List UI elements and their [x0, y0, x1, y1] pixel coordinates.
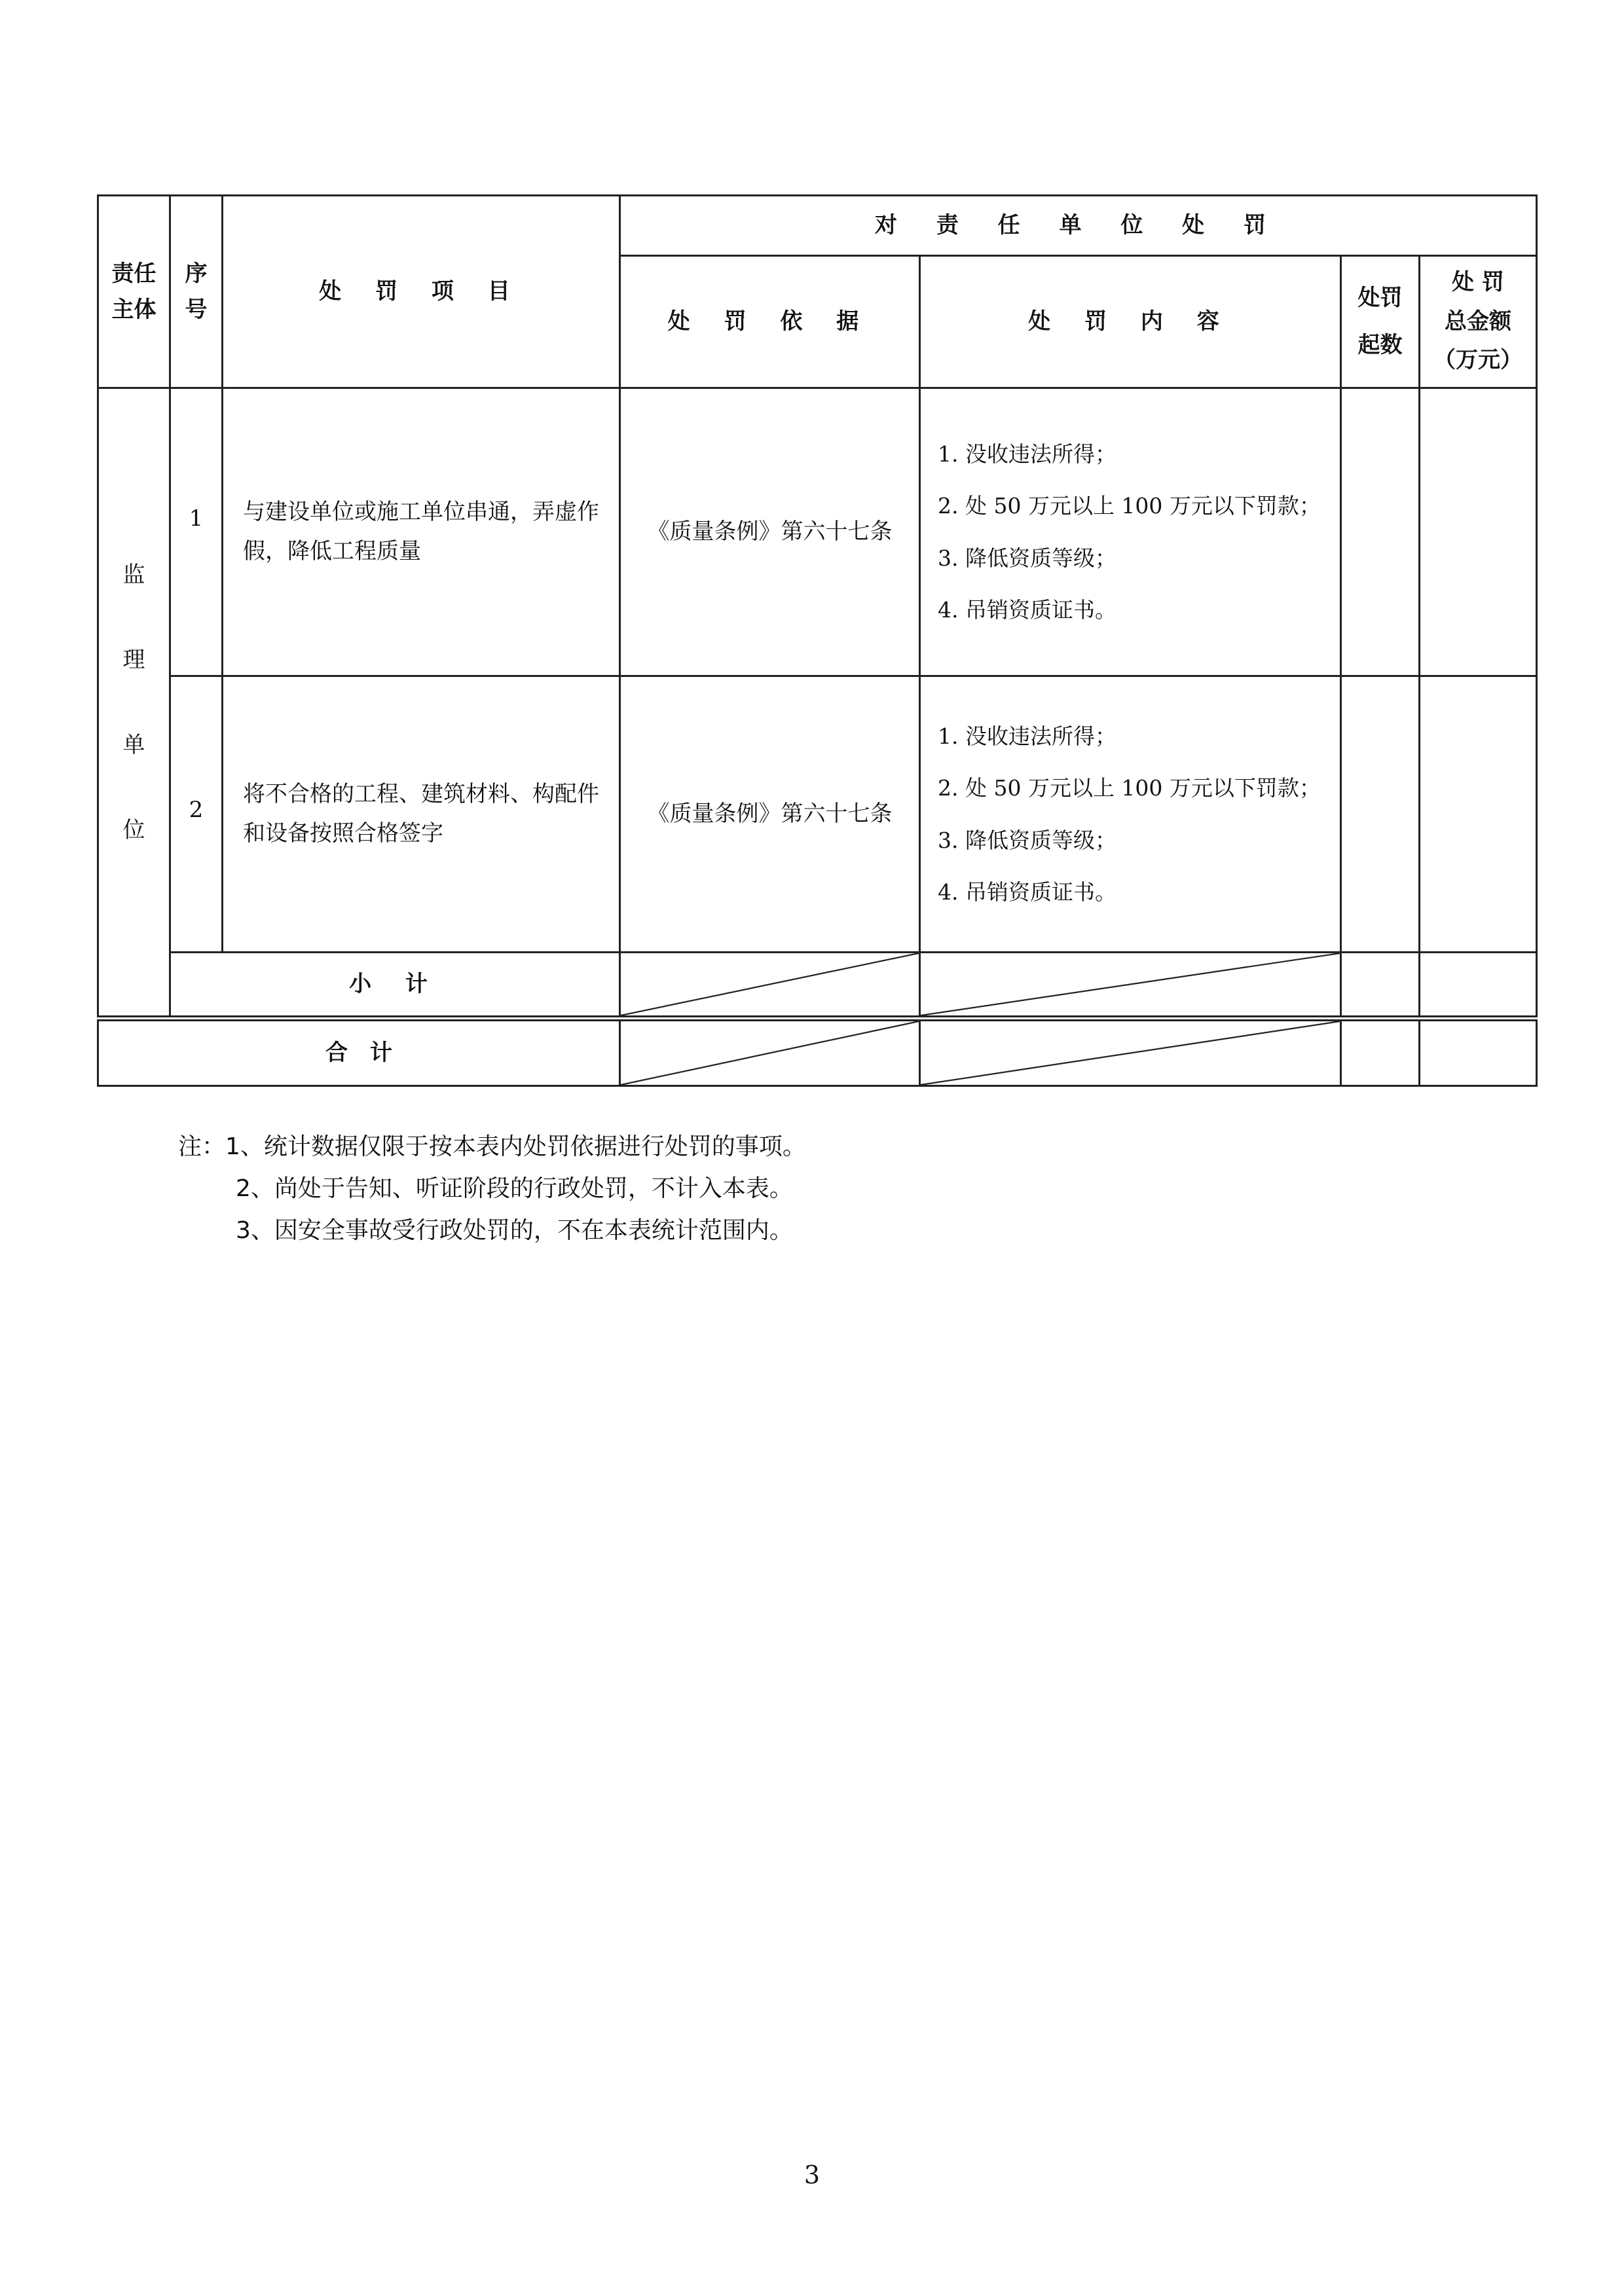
notes — [178, 1126, 806, 1252]
subtotal-row — [98, 953, 1537, 1019]
total-count — [1341, 1019, 1420, 1086]
table-row — [98, 676, 1537, 953]
row-seq: 2 — [170, 676, 223, 953]
row-count — [1341, 388, 1420, 676]
header-group: 对 责 任 单 位 处 罚 — [620, 196, 1537, 256]
header-seq: 序 号 — [170, 196, 223, 388]
row-basis: 《质量条例》第六十七条 — [620, 676, 920, 953]
header-basis: 处 罚 依 据 — [620, 256, 920, 388]
subtotal-basis-diagonal — [620, 953, 920, 1019]
total-row — [98, 1019, 1537, 1086]
header-item: 处 罚 项 目 — [223, 196, 620, 388]
subtotal-content-diagonal — [920, 953, 1341, 1019]
row-content: 1. 没收违法所得； 2. 处 50 万元以上 100 万元以下罚款； 3. 降低资质等级； 4. 吊销资质证书。 — [920, 676, 1341, 953]
row-total — [1420, 388, 1537, 676]
note-1: 注：1、统计数据仅限于按本表内处罚依据进行处罚的事项。 — [178, 1133, 806, 1160]
total-total — [1420, 1019, 1537, 1086]
subject-cell: 监 理 单 位 — [98, 388, 170, 1019]
row-item: 将不合格的工程、建筑材料、构配件和设备按照合格签字 — [223, 676, 620, 953]
note-2: 2、尚处于告知、听证阶段的行政处罚，不计入本表。 — [236, 1175, 793, 1202]
note-3: 3、因安全事故受行政处罚的，不在本表统计范围内。 — [236, 1217, 793, 1244]
header-content: 处 罚 内 容 — [920, 256, 1341, 388]
header-subject: 责任 主体 — [98, 196, 170, 388]
page-number: 3 — [803, 2160, 821, 2189]
row-basis: 《质量条例》第六十七条 — [620, 388, 920, 676]
subtotal-label: 小 计 — [170, 953, 620, 1019]
row-count — [1341, 676, 1420, 953]
row-item: 与建设单位或施工单位串通，弄虚作假，降低工程质量 — [223, 388, 620, 676]
row-total — [1420, 676, 1537, 953]
table-row — [98, 388, 1537, 676]
total-content-diagonal — [920, 1019, 1341, 1086]
subtotal-count — [1341, 953, 1420, 1019]
penalty-table — [97, 194, 1538, 1087]
header-total: 处 罚 总金额 （万元） — [1420, 256, 1537, 388]
header-count: 处罚 起数 — [1341, 256, 1420, 388]
total-basis-diagonal — [620, 1019, 920, 1086]
subtotal-total — [1420, 953, 1537, 1019]
row-seq: 1 — [170, 388, 223, 676]
row-content: 1. 没收违法所得； 2. 处 50 万元以上 100 万元以下罚款； 3. 降低资质等级； 4. 吊销资质证书。 — [920, 388, 1341, 676]
total-label: 合 计 — [98, 1019, 620, 1086]
